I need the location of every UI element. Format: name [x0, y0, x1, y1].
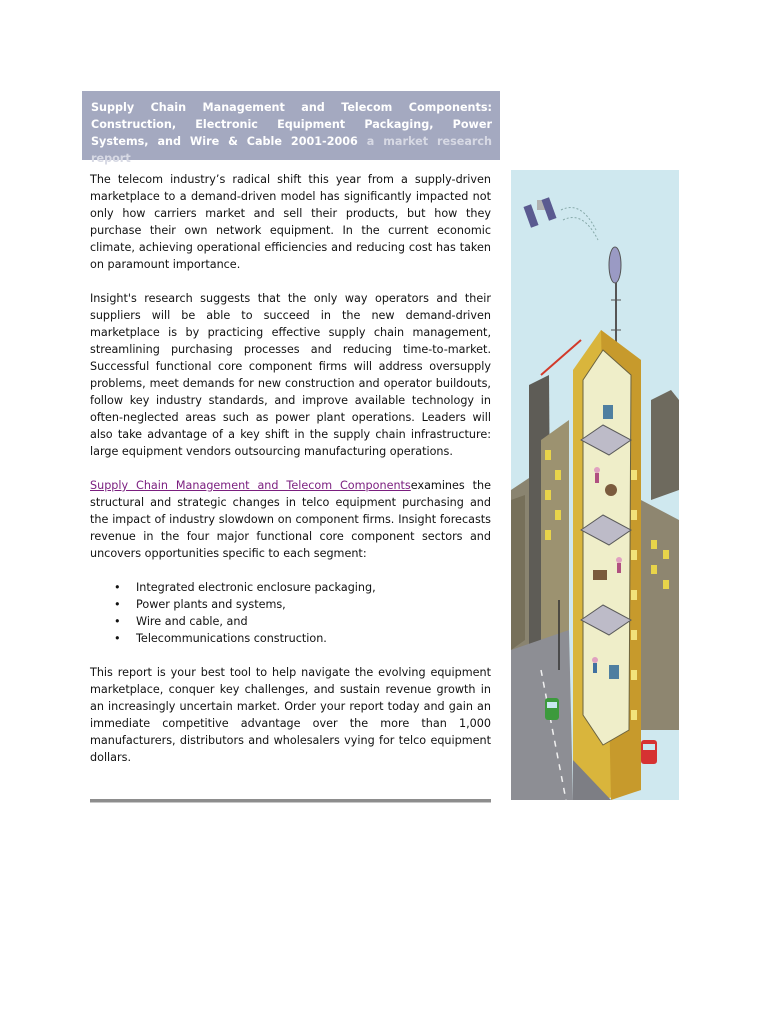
paragraph-intro: The telecom industry’s radical shift this year from a supply-driven marketplace to a demand-driven model has significantly impacted not only how carriers market and sell their products, but how they purchase their own network equipment. In the current economic climate, achieving operational efficiencies and reducing cost has taken on paramount importance. — [90, 173, 491, 271]
list-item: • Wire and cable, and — [114, 613, 491, 630]
list-item: • Telecommunications construction. — [114, 630, 491, 647]
section-divider — [90, 799, 491, 803]
report-title: Supply Chain Management and Telecom Components: Construction, Electronic Equipment Packaging, Power Systems, and Wire & Cable 2001-2006 — [91, 101, 492, 148]
paragraph-report-summary — [90, 477, 491, 562]
telecom-building-illustration — [511, 170, 679, 800]
report-body — [90, 171, 491, 766]
report-title-banner — [82, 91, 500, 165]
paragraph-report-summary-text: examines the structural and strategic changes in telco equipment purchasing and the impact of industry slowdown on component firms. Insight forecasts revenue in the four major functional core component sectors and uncovers opportunities specific to each segment: — [90, 479, 491, 560]
telecom-building-cutaway-icon — [511, 170, 679, 800]
report-title-link[interactable]: Supply Chain Management and Telecom Components — [90, 479, 411, 492]
report-subtitle: a market research report — [91, 135, 492, 165]
paragraph-call-to-action: This report is your best tool to help navigate the evolving equipment marketplace, conquer key challenges, and sustain revenue growth in an increasingly uncertain market. Order your report today and gain an immediate competitive advantage over the more than 1,000 manufacturers, distributors and wholesalers vying for telco equipment dollars. — [90, 666, 491, 764]
list-item: • Power plants and systems, — [114, 596, 491, 613]
paragraph-research: Insight's research suggests that the only way operators and their suppliers will be able to succeed in the new demand-driven marketplace is by practicing effective supply chain management, streamlining purchasing processes and reducing time-to-market. Successful functional core component firms will address oversupply problems, meet demands for new construction and operator buildouts, follow key industry standards, and improve available technology in often-neglected areas such as power plant operations. Leaders will also take advantage of a key shift in the supply chain infrastructure: large equipment vendors outsourcing manufacturing operations. — [90, 292, 491, 458]
list-item: • Integrated electronic enclosure packaging, — [114, 579, 491, 596]
sector-list — [90, 579, 491, 647]
